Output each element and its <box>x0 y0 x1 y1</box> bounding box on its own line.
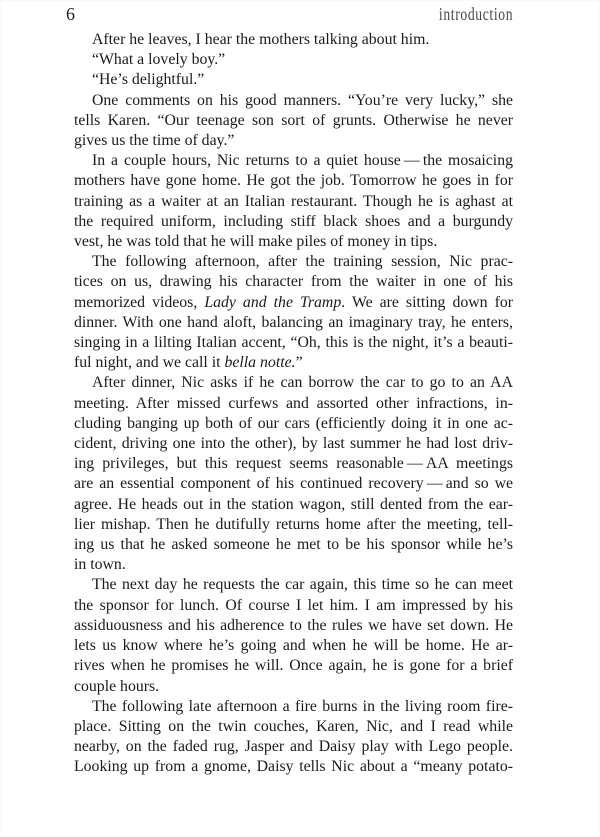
text-line <box>74 656 513 676</box>
italic-text: bella notte. <box>224 354 296 372</box>
text-segment: The next day he requests the car again, this time so he can meet <box>92 576 513 594</box>
text-line <box>74 212 513 232</box>
text-segment: In a couple hours, Nic returns to a quiet house — the mosaicing <box>92 152 513 170</box>
text-line <box>74 70 513 90</box>
text-line <box>74 575 513 595</box>
text-line <box>74 596 513 616</box>
paragraph <box>74 373 513 575</box>
text-segment: “He’s delightful.” <box>92 71 205 89</box>
text-segment: One comments on his good manners. “You’re very lucky,” she <box>92 91 513 109</box>
text-line <box>74 50 513 70</box>
text-segment: the sponsor for lunch. Of course I let him. I am impressed by his <box>74 596 513 614</box>
page-body <box>74 30 513 778</box>
page-header <box>66 3 513 25</box>
text-line <box>74 30 513 50</box>
text-segment: The following late afternoon a fire burns in the living room fire- <box>92 697 513 715</box>
text-line <box>74 757 513 777</box>
paragraph <box>74 697 513 778</box>
text-line <box>74 677 513 697</box>
text-segment: “What a lovely boy.” <box>92 51 226 69</box>
text-line <box>74 373 513 393</box>
text-line <box>74 151 513 171</box>
text-segment: gives us the time of day.” <box>74 132 235 150</box>
text-line <box>74 474 513 494</box>
paragraph <box>74 252 513 373</box>
text-line <box>74 515 513 535</box>
text-line <box>74 737 513 757</box>
text-segment: cident, driving one into the other), by last summer he had lost driv- <box>74 435 513 453</box>
text-segment: memorized videos, <box>74 293 205 311</box>
text-line <box>74 252 513 272</box>
text-line <box>74 272 513 292</box>
paragraph <box>74 151 513 252</box>
text-line <box>74 717 513 737</box>
text-segment: cluding banging up both of our cars (efficiently doing it in one ac- <box>74 414 513 432</box>
text-segment: assiduousness and his adherence to the rules we have set down. He <box>74 616 513 634</box>
text-line <box>74 333 513 353</box>
page-number: 6 <box>66 4 75 24</box>
text-segment: ing privileges, but this request seems reasonable — AA meetings <box>74 455 513 473</box>
text-segment: ing us that he asked someone he met to be his sponsor while he’s <box>74 536 513 554</box>
text-segment: ful night, and we call it <box>74 354 225 372</box>
text-segment: couple hours. <box>74 677 160 695</box>
text-line <box>74 171 513 191</box>
text-segment: . We are sitting down for <box>341 293 514 311</box>
italic-text: Lady and the Tramp <box>204 293 342 311</box>
text-line <box>74 313 513 333</box>
text-segment: After he leaves, I hear the mothers talking about him. <box>92 31 430 48</box>
text-line <box>74 454 513 474</box>
text-segment: tells Karen. “Our teenage son sort of grunts. Otherwise he never <box>74 111 513 129</box>
paragraph <box>74 70 513 90</box>
text-segment: The following afternoon, after the training session, Nic prac- <box>92 253 513 271</box>
text-segment: rives when he promises he will. Once again, he is gone for a brief <box>74 657 513 675</box>
text-segment: singing in a lilting Italian accent, “Oh, this is the night, it’s a beauti- <box>74 334 513 352</box>
text-segment: After dinner, Nic asks if he can borrow the car to go to an AA <box>92 374 513 392</box>
text-line <box>74 434 513 454</box>
text-segment: ” <box>295 354 303 372</box>
text-line <box>74 353 513 373</box>
text-segment: training as a waiter at an Italian restaurant. Though he is aghast at <box>74 192 513 210</box>
text-segment: lets us know where he’s going and when he will be home. He ar- <box>74 637 513 655</box>
text-segment: Looking up from a gnome, Daisy tells Nic about a “meany potato- <box>74 758 513 776</box>
text-segment: the required uniform, including stiff black shoes and a burgundy <box>74 212 513 230</box>
text-segment: agree. He heads out in the station wagon, still dented from the ear- <box>74 495 513 513</box>
text-segment: meeting. After missed curfews and assorted other infractions, in- <box>74 394 513 412</box>
text-line <box>74 535 513 555</box>
paragraph <box>74 575 513 696</box>
text-line <box>74 414 513 434</box>
text-segment: nearby, on the faded rug, Jasper and Daisy play with Lego people. <box>74 738 513 756</box>
text-segment: vest, he was told that he will make piles of money in tips. <box>74 233 438 251</box>
text-line <box>74 616 513 636</box>
text-segment: tices on us, drawing his character from the waiter in one of his <box>74 273 513 291</box>
text-segment: mothers have gone home. He got the job. Tomorrow he goes in for <box>74 172 513 190</box>
text-line <box>74 636 513 656</box>
text-segment: lier mishap. Then he dutifully returns home after the meeting, tell- <box>74 515 513 533</box>
text-segment: are an essential component of his continued recovery — and so we <box>74 475 513 493</box>
text-line <box>74 293 513 313</box>
text-line <box>74 394 513 414</box>
text-segment: in town. <box>74 556 126 574</box>
text-line <box>74 111 513 131</box>
text-line <box>74 555 513 575</box>
text-segment: place. Sitting on the twin couches, Karen, Nic, and I read while <box>74 717 513 735</box>
text-line <box>74 192 513 212</box>
text-line <box>74 91 513 111</box>
text-line <box>74 697 513 717</box>
text-segment: dinner. With one hand aloft, balancing an imaginary tray, he enters, <box>74 313 513 331</box>
text-line <box>74 131 513 151</box>
running-head: introduction <box>438 4 513 24</box>
text-line <box>74 495 513 515</box>
paragraph <box>74 50 513 70</box>
paragraph <box>74 30 513 50</box>
text-line <box>74 232 513 252</box>
paragraph <box>74 91 513 152</box>
